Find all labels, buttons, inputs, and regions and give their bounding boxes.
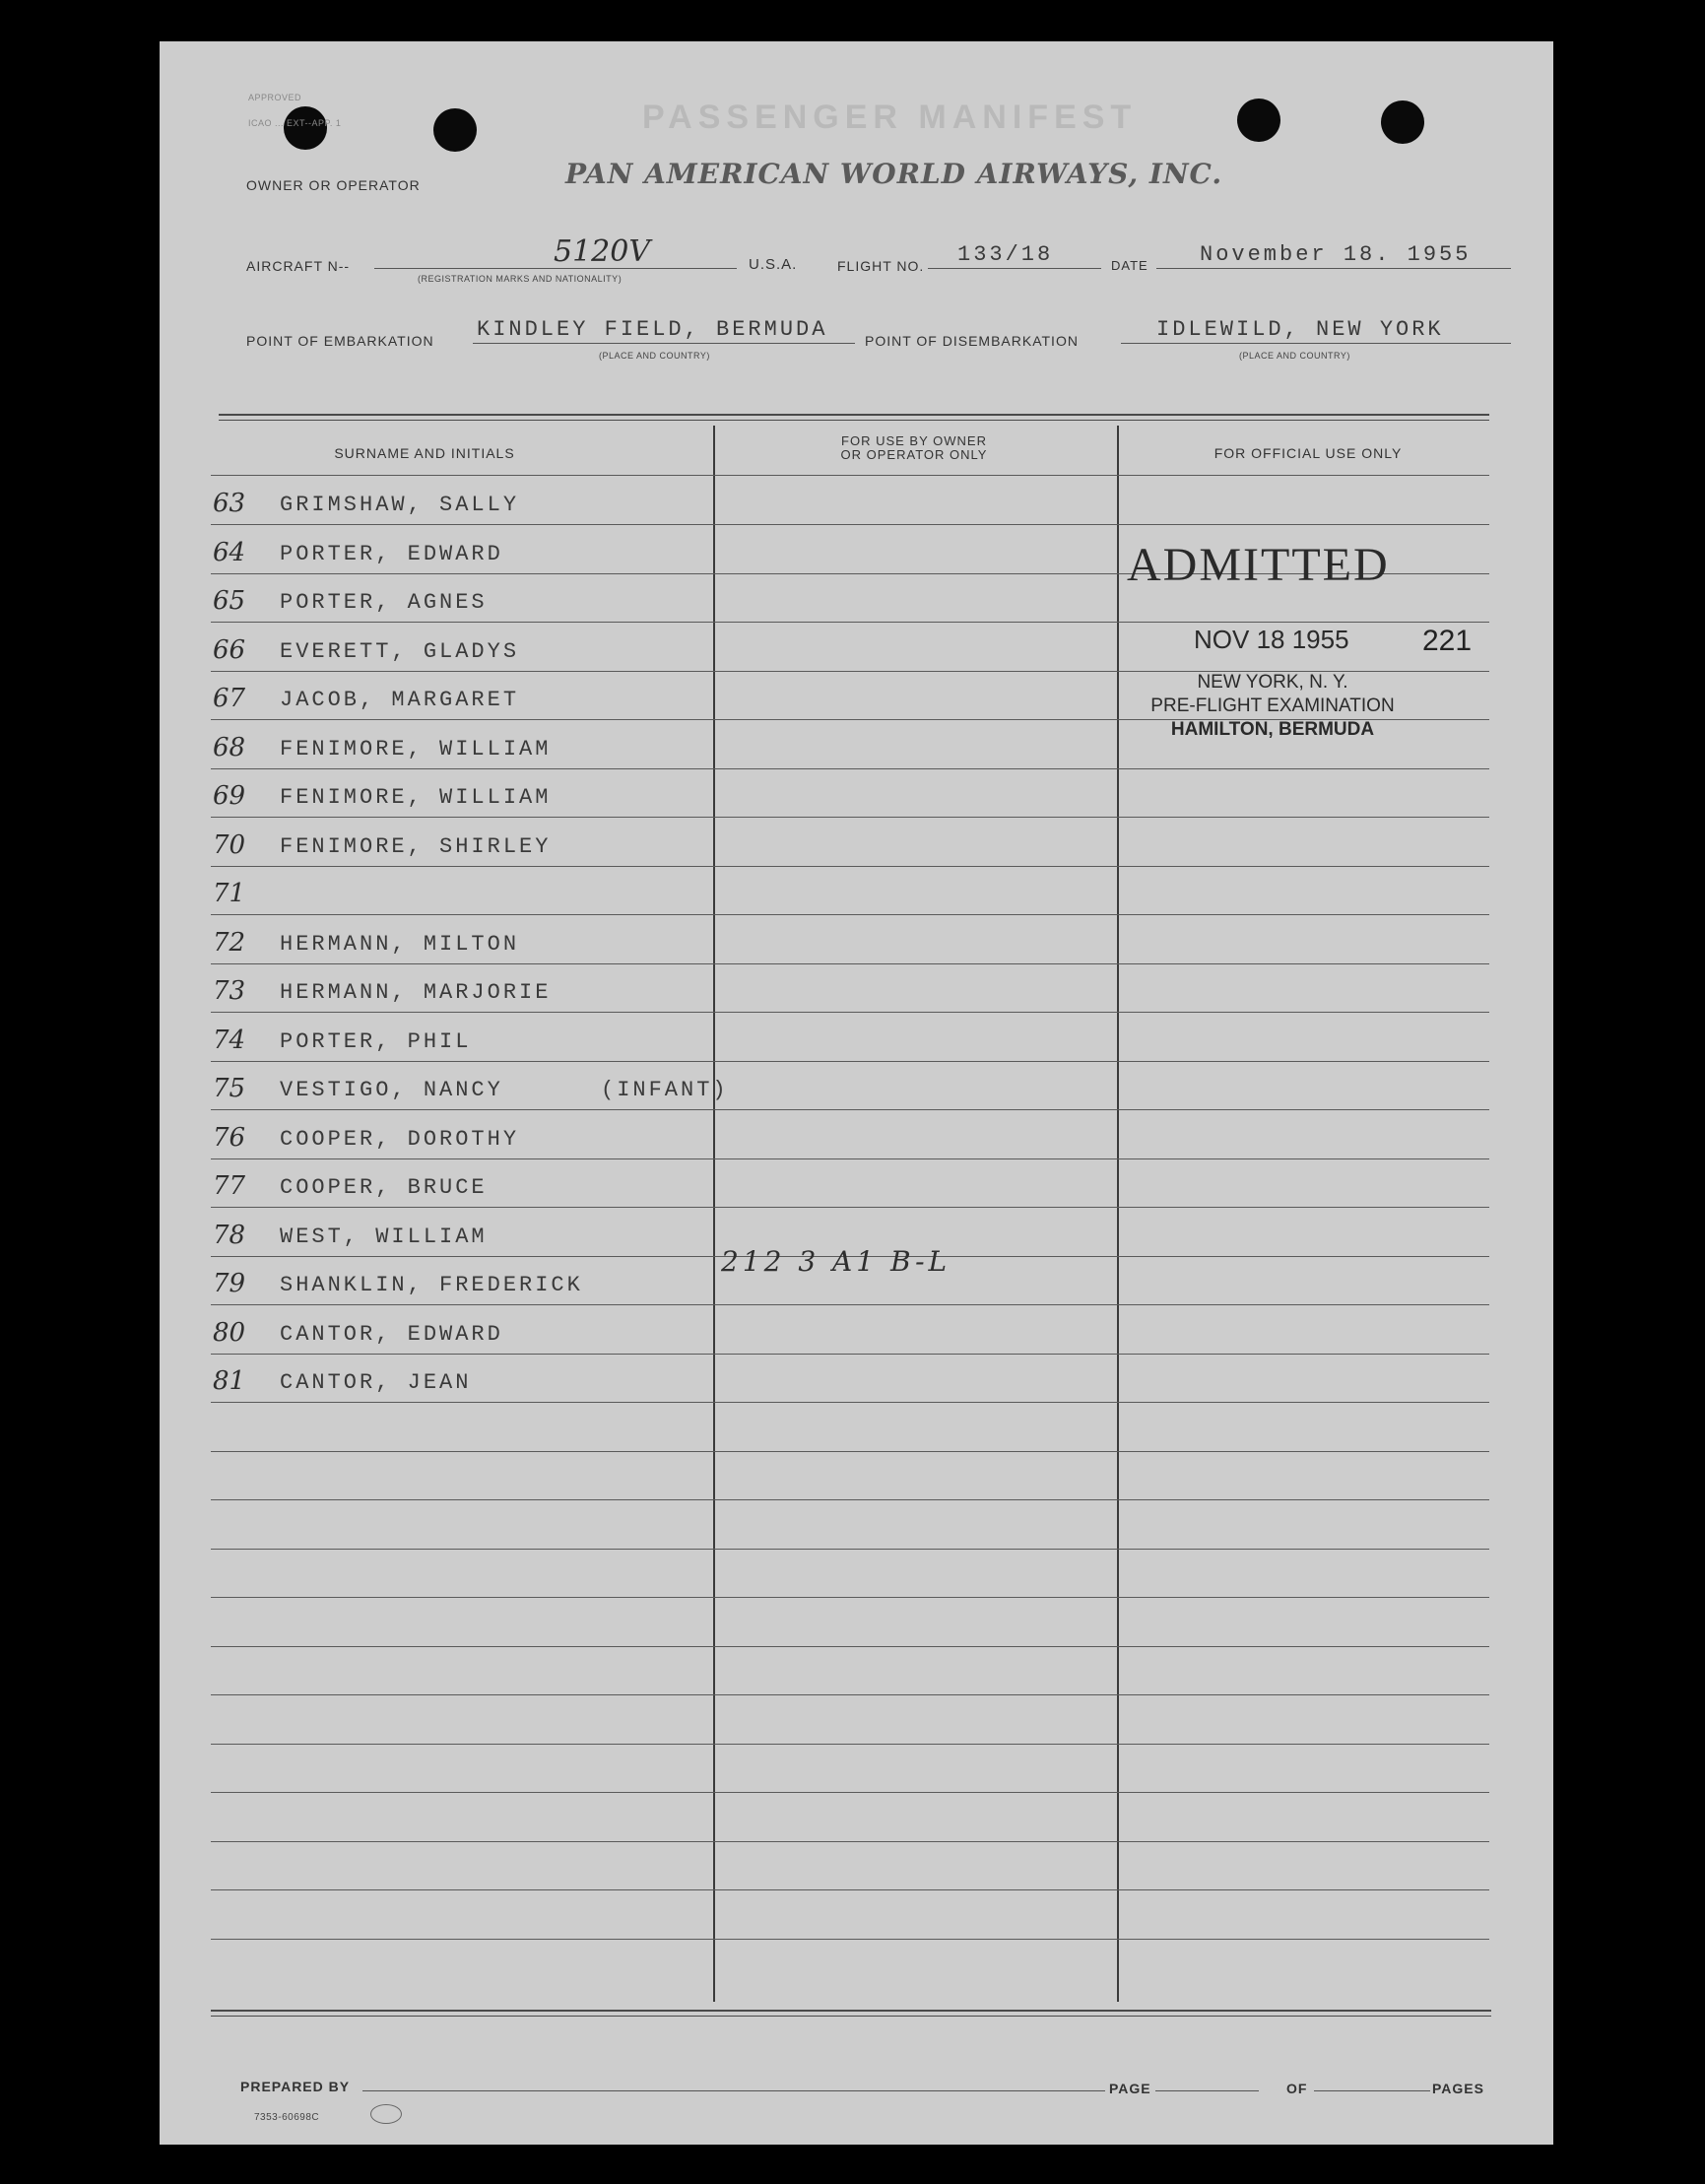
passenger-name: PORTER, EDWARD [280,542,503,566]
passenger-number: 66 [213,635,246,665]
stamp-line-3: HAMILTON, BERMUDA [1170,719,1375,740]
passenger-number: 77 [213,1171,246,1201]
row-rule [211,1744,1489,1745]
col-header-owner-use-2: OR OPERATOR ONLY [840,447,988,462]
passenger-name: CANTOR, JEAN [280,1370,472,1395]
punch-hole [433,108,477,152]
form-number: 7353-60698C [254,2112,320,2123]
row-rule [211,1012,1489,1013]
embark-value: KINDLEY FIELD, BERMUDA [477,317,828,342]
admitted-stamp: ADMITTED [1127,539,1390,591]
disembark-label: POINT OF DISEMBARKATION [865,333,1079,349]
disembark-underline [1121,343,1511,344]
row-rule [211,1354,1489,1355]
passenger-number: 67 [213,684,246,713]
row-rule [211,1499,1489,1500]
owner-name: PAN AMERICAN WORLD AIRWAYS, INC. [565,158,1223,190]
aircraft-note: (REGISTRATION MARKS AND NATIONALITY) [418,274,623,284]
form-code: ICAO ... EXT--APP. 1 [248,118,342,128]
table-top-rule [219,420,1489,421]
row-rule [211,1109,1489,1110]
row-rule [211,1304,1489,1305]
passenger-number: 76 [213,1123,246,1153]
row-rule [211,866,1489,867]
passenger-number: 63 [213,489,246,518]
column-divider [713,426,715,2002]
passenger-number: 80 [213,1318,246,1348]
row-rule [211,1597,1489,1598]
flight-value: 133/18 [957,242,1054,267]
row-rule [211,1939,1489,1940]
passenger-number: 68 [213,733,246,762]
owner-label: OWNER OR OPERATOR [246,177,421,193]
passenger-name: FENIMORE, WILLIAM [280,737,552,761]
passenger-name: PORTER, PHIL [280,1029,472,1054]
passenger-note: (INFANT) [601,1078,729,1102]
punch-hole [284,106,327,150]
row-rule [211,1889,1489,1890]
embark-label: POINT OF EMBARKATION [246,333,434,349]
row-rule [211,1549,1489,1550]
printer-logo-icon [370,2104,402,2124]
row-rule [211,914,1489,915]
passenger-number: 72 [213,928,246,958]
punch-hole [1381,100,1424,144]
aircraft-label: AIRCRAFT N-- [246,258,351,274]
pages-label: PAGES [1432,2081,1484,2096]
passenger-name: SHANKLIN, FREDERICK [280,1273,583,1297]
owner-remark: 212 3 A1 B-L [721,1245,951,1278]
row-rule [211,1402,1489,1403]
header-rule [211,475,1489,476]
col-header-surname: SURNAME AND INITIALS [334,445,515,461]
row-rule [211,1061,1489,1062]
passenger-number: 78 [213,1221,246,1250]
aircraft-value: 5120V [554,234,651,269]
prepared-by-label: PREPARED BY [240,2079,351,2094]
row-rule [211,1694,1489,1695]
flight-underline [928,268,1101,269]
row-rule [211,817,1489,818]
approved-label: APPROVED [248,93,302,102]
passenger-name: VESTIGO, NANCY [280,1078,503,1102]
passenger-number: 65 [213,586,246,616]
passenger-number: 70 [213,830,246,860]
form-title: PASSENGER MANIFEST [642,99,1138,136]
passenger-number: 75 [213,1074,246,1103]
passenger-number: 74 [213,1026,246,1055]
row-rule [211,622,1489,623]
passenger-number: 71 [213,879,246,908]
passenger-name: COOPER, DOROTHY [280,1127,520,1152]
of-label: OF [1282,2081,1311,2096]
col-header-official: FOR OFFICIAL USE ONLY [1213,445,1403,461]
punch-hole [1237,99,1280,142]
passenger-name: PORTER, AGNES [280,590,488,615]
date-value: November 18. 1955 [1200,242,1472,267]
table-top-rule [219,414,1489,416]
passenger-name: COOPER, BRUCE [280,1175,488,1200]
passenger-name: HERMANN, MILTON [280,932,520,957]
usa-label: U.S.A. [749,256,798,273]
stamp-line-1: NEW YORK, N. Y. [1197,672,1348,693]
row-rule [211,1207,1489,1208]
stamp-line-2: PRE-FLIGHT EXAMINATION [1150,695,1395,716]
passenger-name: JACOB, MARGARET [280,688,520,712]
passenger-name: GRIMSHAW, SALLY [280,493,520,517]
passenger-name: CANTOR, EDWARD [280,1322,503,1347]
manifest-sheet [160,41,1553,2145]
embark-underline [473,343,855,344]
passenger-name: FENIMORE, SHIRLEY [280,834,552,859]
row-rule [211,1158,1489,1159]
row-rule [211,524,1489,525]
pages-line [1314,2090,1430,2091]
row-rule [211,1646,1489,1647]
passenger-number: 79 [213,1269,246,1298]
row-rule [211,1792,1489,1793]
date-underline [1156,268,1511,269]
passenger-number: 69 [213,781,246,811]
table-bottom-rule [211,2010,1491,2012]
disembark-value: IDLEWILD, NEW YORK [1156,317,1444,342]
flight-label: FLIGHT NO. [837,258,925,274]
date-label: DATE [1111,258,1148,273]
row-rule [211,768,1489,769]
stamp-number: 221 [1422,625,1473,657]
passenger-number: 64 [213,538,246,567]
embark-note: (PLACE AND COUNTRY) [599,351,710,361]
col-header-owner-use-1: FOR USE BY OWNER [841,433,987,448]
table-bottom-rule [211,2016,1491,2017]
row-rule [211,1451,1489,1452]
stamp-date: NOV 18 1955 [1194,625,1349,654]
passenger-number: 73 [213,976,246,1006]
passenger-number: 81 [213,1366,246,1396]
passenger-name: FENIMORE, WILLIAM [280,785,552,810]
disembark-note: (PLACE AND COUNTRY) [1239,351,1350,361]
column-divider [1117,426,1119,2002]
passenger-name: WEST, WILLIAM [280,1224,488,1249]
row-rule [211,1841,1489,1842]
row-rule [211,963,1489,964]
page-label: PAGE [1105,2081,1155,2096]
passenger-name: HERMANN, MARJORIE [280,980,552,1005]
passenger-name: EVERETT, GLADYS [280,639,520,664]
